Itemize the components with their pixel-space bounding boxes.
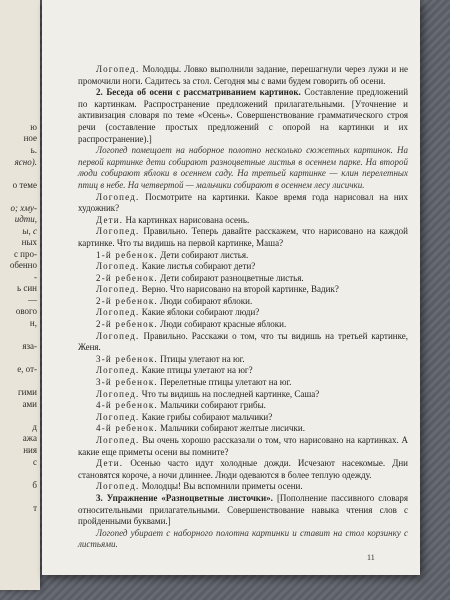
left-page-fragment: ния xyxy=(23,445,37,455)
section-description: Составление предложений по картинкам. Распространение предложений прилагательными. [Уточнение и активизация словаря по теме «Осень». Совершенствование грамматического строя речи (составление простых предложений с опорой на картинки и их распространение).] xyxy=(78,87,409,144)
speech-text: Люди собирают яблоки. xyxy=(160,295,253,306)
speech-text: Посмотрите на картинки. Какое время года нарисовал на них художник? xyxy=(78,191,408,214)
dialogue-line xyxy=(78,400,408,412)
left-page-fragment: ь син xyxy=(17,283,37,293)
speaker-name: Дети. xyxy=(96,214,124,225)
speaker-name: 4-й ребенок. xyxy=(96,423,158,434)
left-page-fragment: т xyxy=(33,503,37,513)
left-page-fragment: гими xyxy=(17,387,37,397)
speech-text: Какие листья собирают дети? xyxy=(141,261,256,272)
speaker-name: Логопед. xyxy=(96,261,140,272)
speaker-name: Логопед. xyxy=(96,365,140,376)
page-number: 11 xyxy=(367,553,375,562)
dialogue-line xyxy=(78,458,408,481)
dialogue-line xyxy=(78,250,408,262)
speech-text: Птицы улетают на юг. xyxy=(160,353,245,364)
speaker-name: 4-й ребенок. xyxy=(96,400,158,411)
dialogue-line xyxy=(78,284,408,296)
speech-text: Мальчики собирают желтые лисички. xyxy=(160,423,305,434)
speech-text: Мальчики собирают грибы. xyxy=(160,400,266,411)
speech-text: Какие грибы собирают мальчики? xyxy=(141,411,273,422)
dialogue-line xyxy=(78,319,408,331)
left-page-fragment: с xyxy=(33,457,37,467)
section-heading xyxy=(78,493,408,528)
speaker-name: 3-й ребенок. xyxy=(96,377,158,388)
section-title: 2. Беседа об осени с рассматриванием картинок. xyxy=(96,87,301,98)
speech-text: Какие яблоки собирают люди? xyxy=(141,307,260,318)
speech-text: Правильно. Расскажи о том, что ты видишь на третьей картинке, Женя. xyxy=(78,330,409,353)
speaker-name: Логопед. xyxy=(96,191,140,202)
speaker-name: 2-й ребенок. xyxy=(96,272,158,283)
speech-text: Люди собирают красные яблоки. xyxy=(160,319,287,330)
speech-text: Осенью часто идут холодные дожди. Исчезают насекомые. Дни становятся короче, а ночи длиннее. Люди одеваются в более теплую одежду. xyxy=(78,458,408,480)
left-page-fragment: ное xyxy=(23,133,37,143)
left-page-fragment: е, от- xyxy=(17,364,37,374)
dialogue-line xyxy=(78,412,408,424)
speech-text: Что ты видишь на последней картинке, Саша? xyxy=(141,388,320,399)
left-page-fragment: обенно xyxy=(9,260,37,270)
speaker-name: Логопед. xyxy=(96,411,140,422)
speaker-name: 2-й ребенок. xyxy=(96,295,158,306)
left-page-fragment: ю xyxy=(30,122,37,132)
left-page-fragment: ы, с xyxy=(22,226,37,236)
speaker-name: Логопед. xyxy=(96,307,140,318)
left-page-fragment: ами xyxy=(22,399,37,409)
left-page-fragment: с про- xyxy=(13,249,37,259)
dialogue-line xyxy=(78,64,408,87)
left-page-fragment: н, xyxy=(29,318,37,328)
dialogue-line xyxy=(78,261,408,273)
speech-text: Правильно. Теперь давайте расскажем, что нарисовано на каждой картинке. Что ты видишь на первой картинке, Маша? xyxy=(78,226,409,248)
left-page-fragment: ажа xyxy=(22,433,37,443)
stage-direction: Логопед помещает на наборное полотно несколько сюжетных картинок. На первой картинке дети собирают разноцветные листья в осеннем парке. На второй люди собирают яблоки в осеннем саду. На третьей картинке — клин перелетных птиц в небе. На четвертой — мальчики собирают в осеннем лесу лисички. xyxy=(78,145,408,190)
left-page-fragment: б xyxy=(32,480,37,490)
dialogue-line xyxy=(78,296,408,308)
dialogue-line xyxy=(78,423,408,435)
speaker-name: Логопед. xyxy=(96,481,140,492)
speaker-name: Логопед. xyxy=(96,226,140,237)
dialogue-line xyxy=(78,215,408,227)
speech-text: Верно. Что нарисовано на второй картинке, Вадик? xyxy=(141,284,339,295)
dialogue-line xyxy=(78,481,408,493)
left-page-fragment: ясно). xyxy=(14,157,37,167)
speaker-name: 1-й ребенок. xyxy=(96,249,158,260)
section-title: 3. Упражнение «Разноцветные листочки». xyxy=(96,492,273,503)
dialogue-line xyxy=(78,273,408,285)
speech-text: Перелетные птицы улетают на юг. xyxy=(160,377,292,388)
left-page-fragment: идти, xyxy=(14,214,37,224)
speech-text: Дети собирают разноцветные листья. xyxy=(160,272,304,283)
speaker-name: 3-й ребенок. xyxy=(96,353,158,364)
speaker-name: Логопед. xyxy=(96,435,140,445)
speech-text: Дети собирают листья. xyxy=(160,249,249,260)
speaker-name: Дети. xyxy=(96,458,124,469)
speech-text: Молодцы! Вы вспомнили приметы осени. xyxy=(141,481,303,492)
dialogue-line xyxy=(78,226,408,249)
left-page-fragment: ь. xyxy=(30,145,37,155)
dialogue-line xyxy=(78,435,408,458)
dialogue-line xyxy=(78,365,408,377)
left-page-fragment: яза- xyxy=(22,341,37,351)
left-page-fragment: д xyxy=(32,422,37,432)
section-description: [Пополнение пассивного словаря относительными прилагательными. Совершенствование навыка чтения слов с пройденными буквами.] xyxy=(78,492,409,527)
speaker-name: Логопед. xyxy=(96,64,140,74)
left-page-edge xyxy=(0,0,40,590)
left-page-fragment: о; хму- xyxy=(10,203,37,213)
left-page-fragment: — xyxy=(28,295,37,305)
speech-text: Какие птицы улетают на юг? xyxy=(141,365,253,376)
speaker-name: Логопед. xyxy=(96,388,140,399)
page-text xyxy=(78,64,408,551)
left-page-fragment: - xyxy=(34,272,37,282)
left-page-fragment: ных xyxy=(21,237,37,247)
speech-text: На картинках нарисована осень. xyxy=(125,214,250,225)
speaker-name: Логопед. xyxy=(96,284,140,295)
dialogue-line xyxy=(78,377,408,389)
speech-text: Вы очень хорошо рассказали о том, что нарисовано на картинках. А какие еще приметы осени вы помните? xyxy=(78,435,408,457)
section-heading xyxy=(78,87,408,145)
dialogue-line xyxy=(78,307,408,319)
stage-direction: Логопед убирает с наборного полотна картинки и ставит на стол корзинку с листьями. xyxy=(78,527,408,550)
book-page xyxy=(42,0,420,575)
dialogue-line xyxy=(78,354,408,366)
dialogue-line xyxy=(78,192,408,215)
speaker-name: Логопед. xyxy=(96,330,140,341)
speaker-name: 2-й ребенок. xyxy=(96,319,158,330)
dialogue-line xyxy=(78,331,408,354)
speech-text: Молодцы. Ловко выполнили задание, перешагнули через лужи и не промочили ноги. Садитесь за стол. Сегодня мы с вами будем говорить об осени. xyxy=(78,64,409,86)
dialogue-line xyxy=(78,389,408,401)
left-page-fragment: ового xyxy=(15,306,37,316)
left-page-fragment: о теме xyxy=(12,180,37,190)
